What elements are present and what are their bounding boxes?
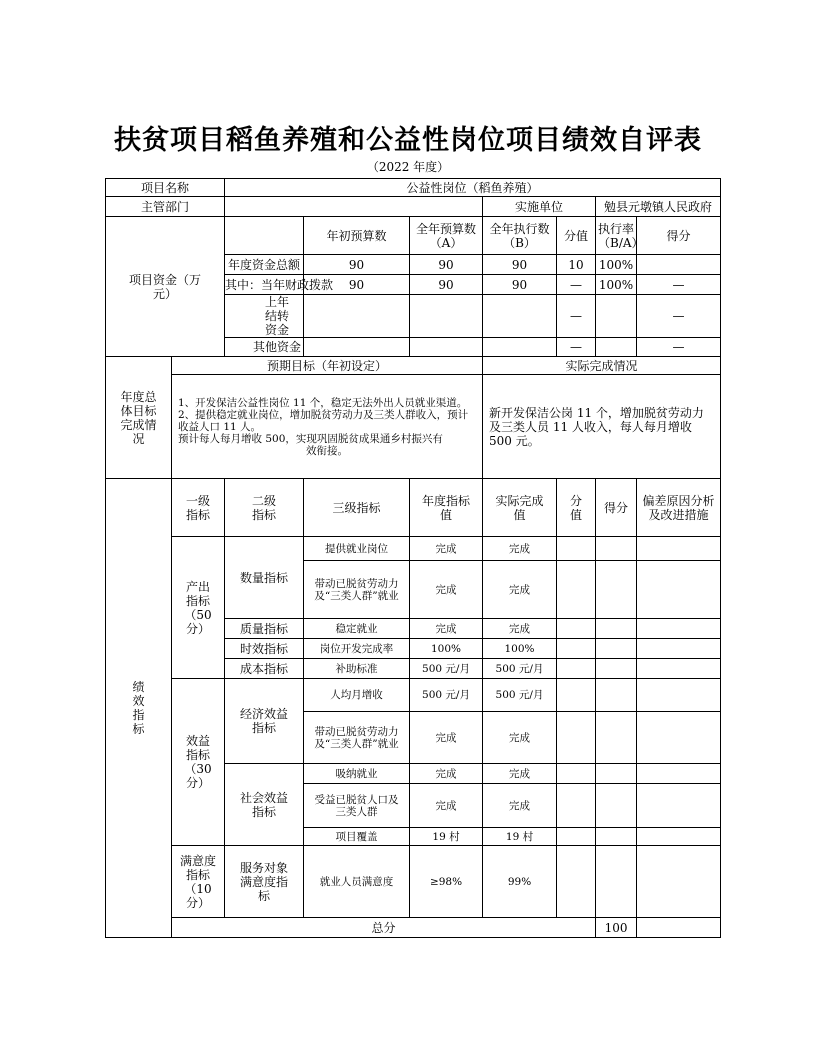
expected-goal-header: 预期目标（年初设定） [172, 357, 483, 375]
funds-cell [410, 338, 483, 357]
indicator-target: 100% [410, 639, 483, 659]
actual-result-text: 新开发保洁公岗 11 个，增加脱贫劳动力及三类人员 11 人收入，每人每月增收 500 元。 [483, 375, 721, 479]
funds-row-label: 其中：当年财政拨款 [225, 275, 304, 295]
timeliness-indicator-label: 时效指标 [225, 639, 304, 659]
indicator-name: 受益已脱贫人口及三类人群 [304, 784, 410, 828]
indicator-name: 稳定就业 [304, 619, 410, 639]
funds-col-initial: 年初预算数 [304, 217, 410, 255]
document-title: 扶贫项目稻鱼养殖和公益性岗位项目绩效自评表 [114, 125, 702, 156]
document-year: （2022 年度） [366, 160, 450, 174]
indicator-header: 得分 [596, 479, 637, 537]
funds-cell: — [637, 295, 721, 338]
indicator-target: 完成 [410, 784, 483, 828]
indicator-score [596, 828, 637, 846]
indicator-score [596, 712, 637, 764]
indicator-actual: 完成 [483, 764, 557, 784]
funds-cell [304, 295, 410, 338]
actual-result-header: 实际完成情况 [483, 357, 721, 375]
funds-row-label: 其他资金 [225, 338, 304, 357]
funds-cell: 90 [483, 275, 557, 295]
indicator-target: 完成 [410, 561, 483, 619]
total-score [637, 918, 721, 938]
cost-indicator-label: 成本指标 [225, 659, 304, 679]
indicator-header: 三级指标 [304, 479, 410, 537]
benefit-indicator-label: 效益指标（30分） [172, 679, 225, 846]
expected-goal-line: 效衔接。 [306, 444, 348, 457]
indicator-name: 岗位开发完成率 [304, 639, 410, 659]
funds-cell [596, 338, 637, 357]
indicator-name: 提供就业岗位 [304, 537, 410, 561]
indicator-target: 19 村 [410, 828, 483, 846]
indicator-actual: 完成 [483, 712, 557, 764]
funds-cell: — [637, 275, 721, 295]
indicator-score-value [557, 679, 596, 712]
funds-blank-header [225, 217, 304, 255]
total-value: 100 [596, 918, 637, 938]
indicator-actual: 完成 [483, 619, 557, 639]
indicator-score-value [557, 659, 596, 679]
indicator-score [596, 639, 637, 659]
funds-cell: 90 [410, 275, 483, 295]
indicator-score-value [557, 846, 596, 918]
indicator-deviation [637, 537, 721, 561]
indicator-score-value [557, 561, 596, 619]
indicator-score [596, 679, 637, 712]
funds-col-score: 得分 [637, 217, 721, 255]
indicator-deviation [637, 659, 721, 679]
funds-cell [304, 338, 410, 357]
indicator-actual: 完成 [483, 784, 557, 828]
indicator-header: 二级指标 [225, 479, 304, 537]
funds-col-annual: 全年预算数（A） [410, 217, 483, 255]
dept-value [225, 197, 483, 217]
funds-cell: — [557, 275, 596, 295]
indicator-score [596, 561, 637, 619]
indicator-actual: 100% [483, 639, 557, 659]
indicator-target: 完成 [410, 712, 483, 764]
indicator-actual: 完成 [483, 561, 557, 619]
indicator-name: 吸纳就业 [304, 764, 410, 784]
indicator-header: 年度指标值 [410, 479, 483, 537]
indicator-actual: 完成 [483, 537, 557, 561]
indicator-name: 带动已脱贫劳动力及“三类人群”就业 [304, 561, 410, 619]
funds-cell [637, 255, 721, 275]
indicator-score-value [557, 712, 596, 764]
expected-goal-line: 2、提供稳定就业岗位，增加脱贫劳动力及三类人群收入，预计收益人口 11 人。 [178, 408, 469, 433]
indicator-target: 完成 [410, 537, 483, 561]
indicator-target: 完成 [410, 619, 483, 639]
funds-cell: — [637, 338, 721, 357]
funds-cell [483, 295, 557, 338]
indicator-actual: 19 村 [483, 828, 557, 846]
funds-cell [410, 295, 483, 338]
indicator-name: 带动已脱贫劳动力及“三类人群”就业 [304, 712, 410, 764]
funds-cell: 90 [304, 275, 410, 295]
indicator-target: ≥98% [410, 846, 483, 918]
indicator-score-value [557, 619, 596, 639]
indicator-score-value [557, 537, 596, 561]
expected-goal-line: 1、开发保洁公益性岗位 11 个，稳定无法外出人员就业渠道。 [178, 396, 468, 409]
funds-cell: 10 [557, 255, 596, 275]
funds-cell: 90 [483, 255, 557, 275]
funds-cell: 90 [304, 255, 410, 275]
funds-cell: 90 [410, 255, 483, 275]
indicator-target: 完成 [410, 764, 483, 784]
indicators-label: 绩效指标 [106, 479, 172, 938]
indicator-actual: 500 元/月 [483, 659, 557, 679]
quantity-indicator-label: 数量指标 [225, 537, 304, 619]
indicator-score-value [557, 639, 596, 659]
indicator-deviation [637, 639, 721, 659]
funds-cell: 100% [596, 275, 637, 295]
satisfaction-sub-label: 服务对象满意度指标 [225, 846, 304, 918]
indicator-deviation [637, 679, 721, 712]
funds-cell [596, 295, 637, 338]
indicator-score [596, 784, 637, 828]
funds-cell [483, 338, 557, 357]
funds-row-label: 上年结转资金 [225, 295, 304, 338]
indicator-deviation [637, 561, 721, 619]
funds-cell: — [557, 338, 596, 357]
quality-indicator-label: 质量指标 [225, 619, 304, 639]
funds-label: 项目资金（万元） [106, 217, 225, 357]
indicator-deviation [637, 764, 721, 784]
expected-goal-text [172, 375, 483, 479]
funds-row-label: 年度资金总额 [225, 255, 304, 275]
indicator-header: 实际完成值 [483, 479, 557, 537]
indicator-score [596, 619, 637, 639]
economic-indicator-label: 经济效益指标 [225, 679, 304, 764]
indicator-score-value [557, 764, 596, 784]
indicator-score-value [557, 784, 596, 828]
project-name-value: 公益性岗位（稻鱼养殖） [225, 179, 721, 197]
indicator-header: 一级指标 [172, 479, 225, 537]
indicator-deviation [637, 712, 721, 764]
indicator-target: 500 元/月 [410, 679, 483, 712]
indicator-header: 偏差原因分析及改进措施 [637, 479, 721, 537]
satisfaction-indicator-label: 满意度指标（10分） [172, 846, 225, 918]
indicator-name: 就业人员满意度 [304, 846, 410, 918]
indicator-deviation [637, 846, 721, 918]
indicator-score [596, 764, 637, 784]
indicator-score [596, 537, 637, 561]
funds-col-executed: 全年执行数（B） [483, 217, 557, 255]
self-evaluation-table [105, 178, 721, 938]
funds-col-score-value: 分值 [557, 217, 596, 255]
indicator-target: 500 元/月 [410, 659, 483, 679]
impl-unit-label: 实施单位 [483, 197, 596, 217]
funds-cell: — [557, 295, 596, 338]
indicator-actual: 99% [483, 846, 557, 918]
indicator-name: 项目覆盖 [304, 828, 410, 846]
indicator-name: 补助标准 [304, 659, 410, 679]
dept-label: 主管部门 [106, 197, 225, 217]
indicator-actual: 500 元/月 [483, 679, 557, 712]
indicator-deviation [637, 828, 721, 846]
funds-cell: 100% [596, 255, 637, 275]
funds-col-rate: 执行率（B/A） [596, 217, 637, 255]
social-indicator-label: 社会效益指标 [225, 764, 304, 846]
indicator-name: 人均月增收 [304, 679, 410, 712]
indicator-deviation [637, 619, 721, 639]
indicator-score [596, 846, 637, 918]
total-label: 总分 [172, 918, 596, 938]
output-indicator-label: 产出指标（50分） [172, 537, 225, 679]
impl-unit-value: 勉县元墩镇人民政府 [596, 197, 721, 217]
expected-goal-line: 预计每人每月增收 500，实现巩固脱贫成果通乡村振兴有 [178, 432, 443, 445]
goals-label: 年度总体目标完成情况 [106, 357, 172, 479]
indicator-score [596, 659, 637, 679]
indicator-deviation [637, 784, 721, 828]
project-name-label: 项目名称 [106, 179, 225, 197]
indicator-header: 分值 [557, 479, 596, 537]
indicator-score-value [557, 828, 596, 846]
